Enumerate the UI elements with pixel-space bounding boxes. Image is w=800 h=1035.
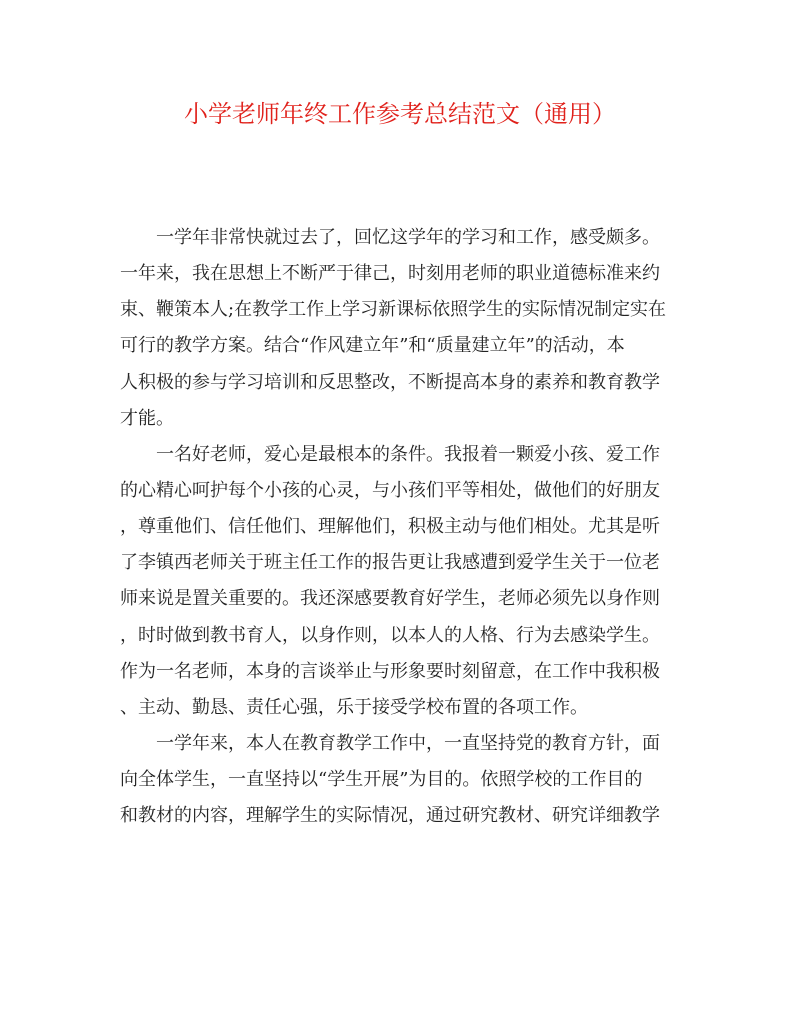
document-title: 小学老师年终工作参考总结范文（通用） [184,100,616,128]
paragraph-1-line-3: 束、鞭策本人;在教学工作上学习新课标依照学生的实际情况制定实在 [120,299,667,321]
paragraph-1-line-2: 一年来，我在思想上不断严于律己，时刻用老师的职业道德标准来约 [120,263,660,285]
paragraph-2-line-4: 了李镇西老师关于班主任工作的报告更让我感遭到爱学生关于一位老 [120,552,660,574]
paragraph-3-line-1: 一学年来，本人在教育教学工作中，一直坚持党的教育方针，面 [156,732,660,754]
paragraph-1-line-6: 才能。 [120,407,174,429]
paragraph-2-line-1: 一名好老师，爱心是最根本的条件。我报着一颗爱小孩、爱工作 [156,443,660,465]
paragraph-2-line-3: ，尊重他们、信任他们、理解他们，积极主动与他们相处。尤其是听 [120,516,660,538]
paragraph-3-line-2: 向全体学生，一直坚持以“学生开展”为目的。依照学校的工作目的 [120,769,643,791]
paragraph-2-line-8: 、主动、勤恳、责任心强，乐于接受学校布置的各项工作。 [120,696,588,718]
paragraph-2-line-2: 的心精心呵护每个小孩的心灵，与小孩们平等相处，做他们的好朋友 [120,479,660,501]
paragraph-1-line-4: 可行的教学方案。结合“作风建立年”和“质量建立年”的活动，本 [120,335,625,357]
paragraph-1-line-5: 人积极的参与学习培训和反思整改，不断提高本身的素养和教育教学 [120,371,660,393]
paragraph-2-line-6: ，时时做到教书育人，以身作则，以本人的人格、行为去感染学生。 [120,624,660,646]
document-body [120,220,680,834]
paragraph-2-line-7: 作为一名老师，本身的言谈举止与形象要时刻留意，在工作中我积极 [120,660,660,682]
paragraph-3-line-3: 和教材的内容，理解学生的实际情况，通过研究教材、研究详细教学 [120,805,660,827]
paragraph-1-line-1: 一学年非常快就过去了，回忆这学年的学习和工作，感受颇多。 [156,227,660,248]
paragraph-2-line-5: 师来说是置关重要的。我还深感要教育好学生，老师必须先以身作则 [120,588,660,610]
